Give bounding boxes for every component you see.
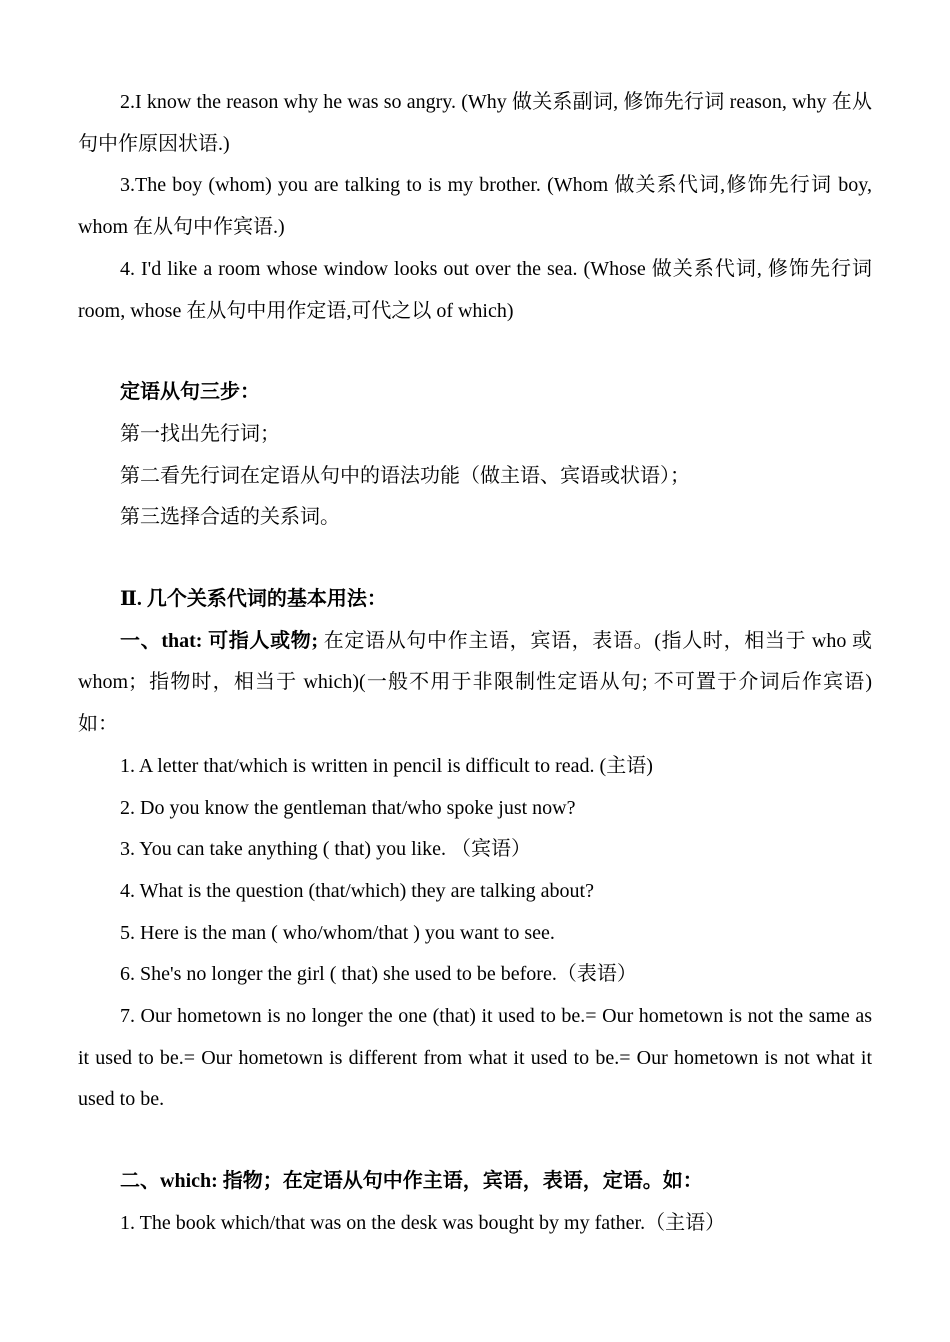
step-item: 第一找出先行词； (120, 422, 280, 445)
example-paragraph: 4. I'd like a room whose window looks out over the sea. (Whose 做关系代词, 修饰先行词 room, whose 在从句中用作定语,可代之以 of which) (78, 257, 872, 322)
step-item: 第二看先行词在定语从句中的语法功能（做主语、宾语或状语）； (120, 464, 690, 487)
section-heading: Ⅱ. 几个关系代词的基本用法： (120, 588, 387, 611)
example-sentence: 1. A letter that/which is written in pencil is difficult to read. (主语) (120, 754, 653, 777)
example-paragraph: 3.The boy (whom) you are talking to is my brother. (Whom 做关系代词,修饰先行词 boy, whom 在从句中作宾语.) (78, 174, 872, 239)
that-label: 一、that: 可指人或物; (120, 629, 319, 652)
example-sentence: 3. You can take anything ( that) you like. （宾语） (120, 838, 532, 861)
example-sentence: 6. She's no longer the girl ( that) she used to be before.（表语） (120, 963, 637, 986)
example-sentence: 7. Our hometown is no longer the one (that) it used to be.= Our hometown is not the same as it used to be.= Our hometown is different from what it used to be.= Our hometown is not what it used to be. (78, 1005, 872, 1111)
example-sentence: 5. Here is the man ( who/whom/that ) you want to see. (120, 921, 555, 944)
that-usage-paragraph (78, 621, 872, 746)
steps-title: 定语从句三步： (120, 381, 260, 404)
document-body (78, 82, 872, 1245)
that-description: 在定语从句中作主语，宾语，表语。(指人时，相当于 who 或 whom；指物时，相当于 which)(一般不用于非限制性定语从句; 不可置于介词后作宾语) 如： (78, 629, 873, 736)
example-paragraph: 2.I know the reason why he was so angry. (Why 做关系副词, 修饰先行词 reason, why 在从句中作原因状语.) (78, 91, 872, 155)
spacer (78, 332, 872, 372)
step-item: 第三选择合适的关系词。 (120, 506, 340, 529)
spacer (78, 539, 872, 579)
example-sentence: 1. The book which/that was on the desk was bought by my father.（主语） (120, 1211, 726, 1234)
example-sentence: 2. Do you know the gentleman that/who spoke just now? (120, 796, 576, 819)
example-sentence: 4. What is the question (that/which) they are talking about? (120, 879, 594, 902)
spacer (78, 1121, 872, 1161)
which-heading: 二、which: 指物；在定语从句中作主语，宾语，表语，定语。如： (120, 1170, 703, 1193)
